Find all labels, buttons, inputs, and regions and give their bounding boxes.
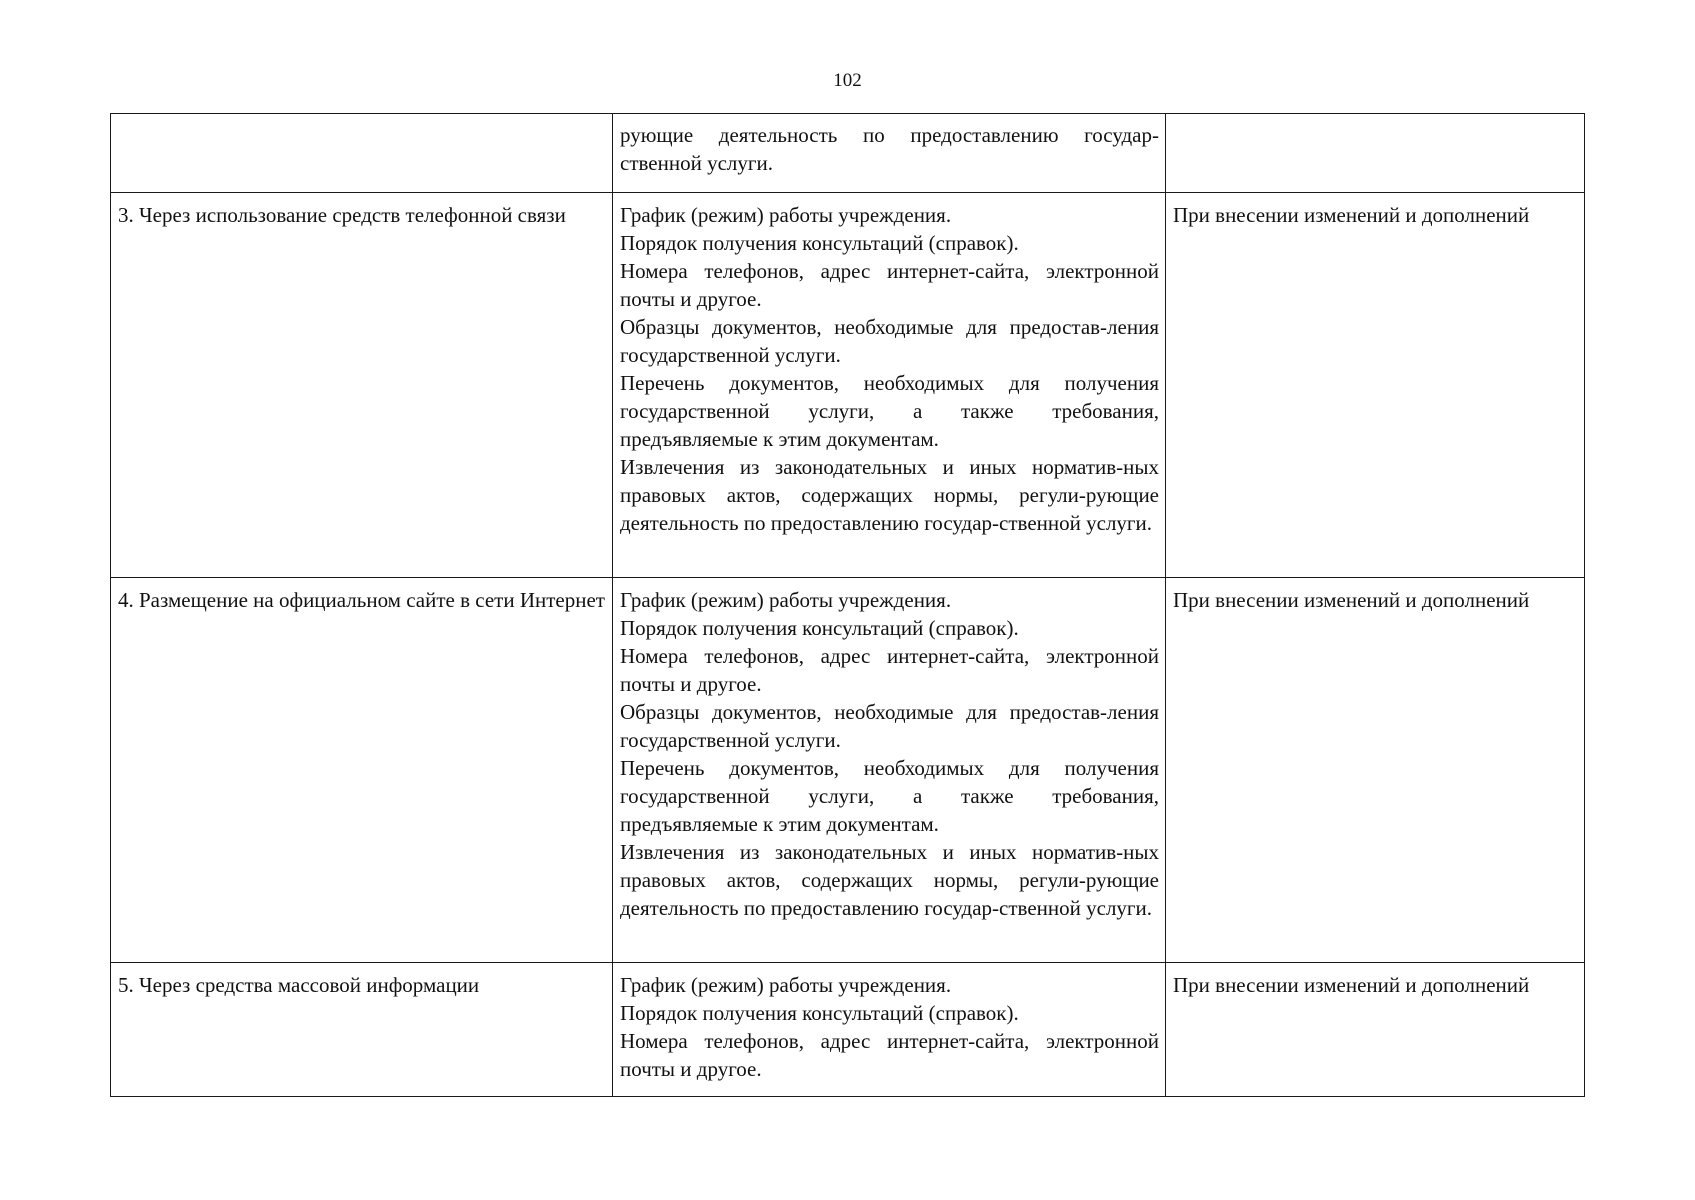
content-item: Номера телефонов, адрес интернет-сайта, электронной почты и другое. xyxy=(620,259,1159,311)
method-cell: 4. Размещение на официальном сайте в сети Интернет xyxy=(111,578,613,963)
info-methods-table xyxy=(110,113,1585,1097)
table-row xyxy=(111,578,1585,963)
content-item: Порядок получения консультаций (справок). xyxy=(620,1001,1019,1025)
content-item: Образцы документов, необходимые для предостав-ления государственной услуги. xyxy=(620,315,1159,367)
content-item: Номера телефонов, адрес интернет-сайта, электронной почты и другое. xyxy=(620,644,1159,696)
content-item: Порядок получения консультаций (справок). xyxy=(620,616,1019,640)
content-item: Образцы документов, необходимые для предостав-ления государственной услуги. xyxy=(620,700,1159,752)
table-row xyxy=(111,193,1585,578)
update-cell xyxy=(1166,114,1585,193)
update-text: При внесении изменений и дополнений xyxy=(1173,203,1530,227)
content-item: Извлечения из законодательных и иных норматив-ных правовых актов, содержащих нормы, регули-рующие деятельность по предоставлению государ-ственной услуги. xyxy=(620,455,1159,535)
update-cell xyxy=(1166,963,1585,1097)
method-cell xyxy=(111,114,613,193)
content-item: Порядок получения консультаций (справок). xyxy=(620,231,1019,255)
content-item: График (режим) работы учреждения. xyxy=(620,203,952,227)
content-cell xyxy=(613,578,1166,963)
table-row xyxy=(111,963,1585,1097)
update-text: При внесении изменений и дополнений xyxy=(1173,973,1530,997)
table-row xyxy=(111,114,1585,193)
update-cell xyxy=(1166,578,1585,963)
method-cell: 3. Через использование средств телефонной связи xyxy=(111,193,613,578)
content-item: График (режим) работы учреждения. xyxy=(620,973,952,997)
content-cell xyxy=(613,963,1166,1097)
content-item: рующие деятельность по предоставлению государ-ственной услуги. xyxy=(620,123,1159,175)
content-item: График (режим) работы учреждения. xyxy=(620,588,952,612)
page-number: 102 xyxy=(833,70,862,91)
content-item: Извлечения из законодательных и иных норматив-ных правовых актов, содержащих нормы, регули-рующие деятельность по предоставлению государ-ственной услуги. xyxy=(620,840,1159,920)
content-item: Перечень документов, необходимых для получения государственной услуги, а также требования, предъявляемые к этим документам. xyxy=(620,371,1159,451)
update-cell xyxy=(1166,193,1585,578)
content-cell xyxy=(613,193,1166,578)
content-cell xyxy=(613,114,1166,193)
content-item: Перечень документов, необходимых для получения государственной услуги, а также требования, предъявляемые к этим документам. xyxy=(620,756,1159,836)
method-cell: 5. Через средства массовой информации xyxy=(111,963,613,1097)
content-item: Номера телефонов, адрес интернет-сайта, электронной почты и другое. xyxy=(620,1029,1159,1081)
update-text: При внесении изменений и дополнений xyxy=(1173,588,1530,612)
